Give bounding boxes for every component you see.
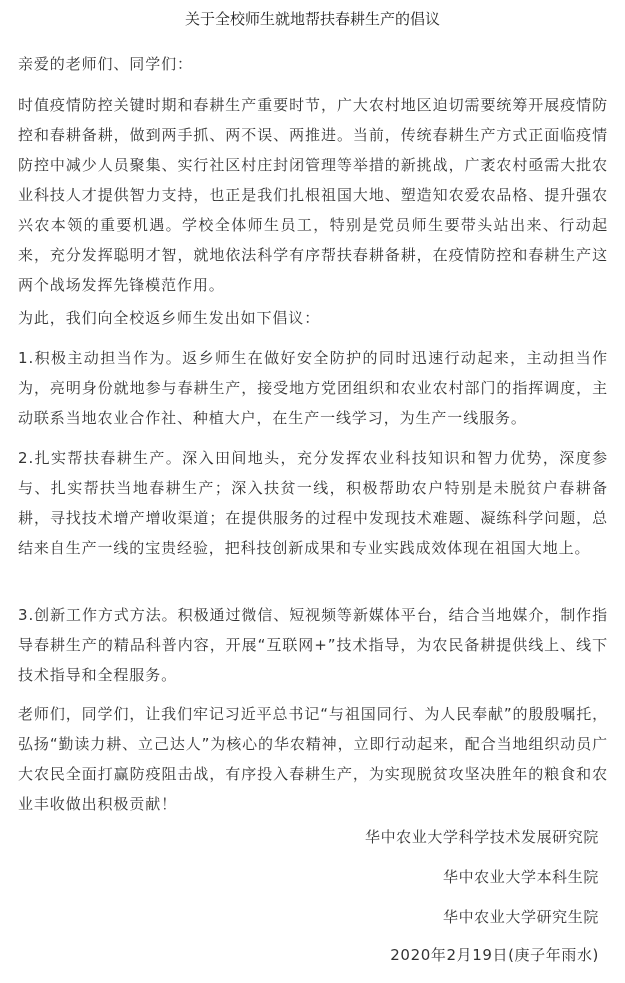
paragraph-proposal-lead: 为此，我们向全校返乡师生发出如下倡议： xyxy=(18,309,321,327)
signature-undergraduate-school: 华中农业大学本科生院 xyxy=(442,868,599,886)
signature-research-institute: 华中农业大学科学技术发展研究院 xyxy=(364,828,599,846)
paragraph-item-2: 2.扎实帮扶春耕生产。深入田间地头，充分发挥农业科技知识和智力优势，深度参与、扎实帮扶当地春耕生产；深入扶贫一线，积极帮助农户特别是未脱贫户春耕备耕，寻找技术增产增收渠道；在提供服务的过程中发现技术难题、凝练科学问题，总结来自生产一线的宝贵经验，把科技创新成果和专业实践成效体现在祖国大地上。 xyxy=(18,449,608,557)
signature-graduate-school: 华中农业大学研究生院 xyxy=(442,908,599,926)
paragraph-item-3: 3.创新工作方式方法。积极通过微信、短视频等新媒体平台，结合当地媒介，制作指导春耕生产的精品科普内容，开展“互联网+”技术指导，为农民备耕提供线上、线下技术指导和全程服务。 xyxy=(18,606,608,684)
salutation: 亲爱的老师们、同学们： xyxy=(18,55,193,73)
document-date: 2020年2月19日(庚子年雨水) xyxy=(390,946,599,964)
paragraph-intro: 时值疫情防控关键时期和春耕生产重要时节，广大农村地区迫切需要统筹开展疫情防控和春耕备耕，做到两手抓、两不误、两推进。当前，传统春耕生产方式正面临疫情防控中减少人员聚集、实行社区村庄封闭管理等举措的新挑战，广袤农村亟需大批农业科技人才提供智力支持，也正是我们扎根祖国大地、塑造知农爱农品格、提升强农兴农本领的重要机遇。学校全体师生员工，特别是党员师生要带头站出来、行动起来，充分发挥聪明才智，就地依法科学有序帮扶春耕备耕，在疫情防控和春耕生产这两个战场发挥先锋模范作用。 xyxy=(18,96,608,294)
paragraph-item-1: 1.积极主动担当作为。返乡师生在做好安全防护的同时迅速行动起来，主动担当作为，亮明身份就地参与春耕生产，接受地方党团组织和农业农村部门的指挥调度，主动联系当地农业合作社、种植大户，在生产一线学习，为生产一线服务。 xyxy=(18,349,608,427)
paragraph-closing: 老师们，同学们，让我们牢记习近平总书记“与祖国同行、为人民奉献”的殷殷嘱托，弘扬“勤读力耕、立己达人”为核心的华农精神，立即行动起来，配合当地组织动员广大农民全面打赢防疫阻击战，有序投入春耕生产，为实现脱贫攻坚决胜年的粮食和农业丰收做出积极贡献！ xyxy=(18,705,608,813)
document-title: 关于全校师生就地帮扶春耕生产的倡议 xyxy=(184,10,440,28)
